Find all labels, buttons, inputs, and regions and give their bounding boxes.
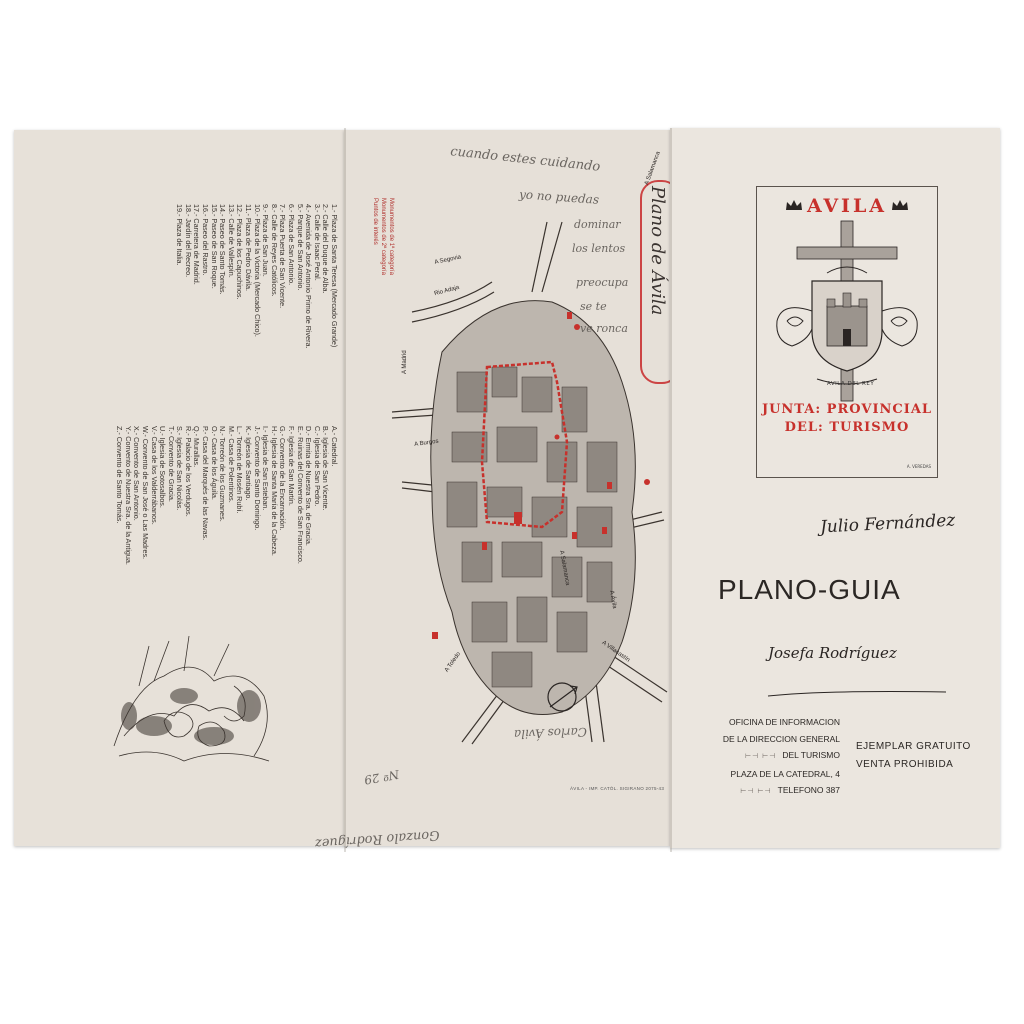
street-index-item: 10.- Plaza de la Victoria (Mercado Chico). [252,204,262,337]
artist-credit: A. VEREDAS [906,464,931,469]
handwritten-note: preocupa [576,276,629,289]
monument-index-item: Q.- Murallas. [192,426,202,468]
handwritten-note: dominar [574,218,621,231]
road-label: A Salamanca [558,550,571,586]
legend-item: Puntos de interés [372,198,378,245]
junta-title [757,401,937,437]
road-label: A Salamanca [644,150,662,187]
street-index-item: 7.- Plaza Puerta de San Vicente. [278,204,288,309]
monument-index-item: L.- Torreón de Mosén Rubí. [235,426,245,514]
handwritten-note: se te [580,300,607,313]
monument-index-item: P.- Casa del Marqués de las Navas. [201,426,211,541]
street-index-item: 2.- Calle del Duque de Alba. [321,204,331,294]
junta-line: JUNTA: PROVINCIAL [761,402,933,417]
handwritten-note: cuando estes cuidando [449,144,601,175]
road-label: A Toledo [444,651,463,674]
printer-imprint: ÁVILA - IMP. CATÓL. SIGIRANO 2075-43 [570,786,665,791]
plano-guia-title: PLANO-GUIA [718,574,901,605]
monument-index-item: D.- Ermita de Nuestra Sra. de Gracia. [304,426,314,546]
city-map [372,182,672,762]
monument-index-item: W.- Convento de San José o Las Madres. [140,426,150,560]
signature-top: Julio Fernández [819,510,956,538]
office-info [700,714,840,801]
office-line: OFICINA DE INFORMACION [729,717,840,727]
free-line: VENTA PROHIBIDA [856,759,954,770]
streets-list [175,204,338,349]
index-panel [14,130,346,846]
legend-item: Monumentos de 1ª categoría [388,198,394,275]
monument-index-item: U.- Iglesia de Sotosalbos. [158,426,168,508]
monument-index-item: N.- Torreón de los Guzmanes. [218,426,228,522]
street-index-item: 19.- Plaza de Italia. [175,204,185,266]
ornament-icon: ⊢⊣ ⊢⊣ [740,788,772,795]
monument-index-item: T.- Convento de Gracia. [166,426,176,502]
monument-index-item: O.- Casa de los Águila. [209,426,219,500]
monument-index-item: Y.- Convento de Nuestra Sra. de la Antigua. [123,426,133,565]
map-legend [374,198,396,348]
road-label: A Ávila [608,590,618,610]
cover-panel [670,128,1000,848]
free-copy-notice [856,738,971,774]
street-index-item: 13.- Calle de Vallespín. [226,204,236,278]
engraving-illustration [94,626,284,776]
office-line: TELEFONO 387 [777,785,840,795]
street-index-item: 15.- Paseo de San Roque. [209,204,219,289]
coat-motto: AVILA DEL REY [827,381,875,387]
street-index-item: 8.- Calle de Reyes Católicos. [269,204,279,297]
monument-index-item: A.- Catedral. [330,426,339,467]
monument-index-item: M.- Casa de Polentinos. [226,426,236,503]
legend-item: Monumentos de 2ª categoría [380,198,386,275]
street-index-item: 17.- Carretera de Madrid. [192,204,202,285]
handwritten-note: Nº 29 [363,767,401,787]
street-index [76,196,338,616]
tourist-brochure [8,128,1004,852]
monument-index-item: I.- Iglesia de San Esteban. [261,426,271,511]
street-index-item: 5.- Parque de San Antonio. [295,204,305,291]
monument-index-item: Z.- Convento de Santo Tomás. [115,426,125,524]
monuments-list [115,426,338,565]
office-line: DE LA DIRECCION GENERAL [722,733,840,744]
signature-bottom: Josefa Rodríguez [768,644,897,662]
street-index-item: 14.- Paseo de Santo Tomás. [218,204,228,295]
handwritten-note: yo no puedas [518,187,600,207]
street-index-item: 12.- Plaza de los Capuchinos. [235,204,245,300]
ornament-icon: ⊢⊣ ⊢⊣ [745,753,777,760]
coat-of-arms-icon [767,221,927,401]
signature-underline [766,688,948,698]
map-title: Plano de Ávila [647,186,668,316]
fold-line [670,128,672,852]
road-label: A Segovia [434,254,462,266]
road-label: A Madrid [402,350,408,374]
fold-line [344,128,346,852]
street-index-item: 11.- Plaza de Pedro Dávila. [244,204,254,291]
street-index-item: 9.- Plaza de San Juan. [261,204,271,277]
street-index-item: 6.- Plaza de San Antonio. [287,204,297,286]
cover-title: AVILA [806,195,888,217]
monument-index-item: J.- Convento de Santo Domingo. [252,426,262,531]
handwritten-note: ve ronca [580,322,628,335]
handwritten-note: Carlos Ávila [513,724,588,742]
street-index-item: 18.- Jardín del Recreo. [183,204,193,278]
monument-index-item: V.- Casa de los Valderrábanos. [149,426,159,525]
monument-index-item: R.- Palacio de los Verdugos. [183,426,193,517]
office-line: PLAZA DE LA CATEDRAL, 4 [730,768,840,779]
road-label: A Villacastín [600,640,631,664]
river-label: Rio Adaja [433,284,461,298]
monument-index-item: H.- Iglesia de Santa María de la Cabeza. [269,426,279,556]
monument-index-item: C.- Iglesia de San Pedro. [312,426,322,507]
street-index-item: 16.- Paseo del Rastro. [201,204,211,276]
free-line: EJEMPLAR GRATUITO [856,741,971,752]
street-index-item: 3.- Calle de Isaac Peral. [312,204,322,281]
handwritten-note: los lentos [572,242,626,255]
monument-index-item: E.- Ruinas del Convento de San Francisco. [295,426,305,564]
monument-index-item: B.- Iglesia de San Vicente. [321,426,331,511]
office-line: DEL TURISMO [782,750,840,760]
monument-index-item: X.- Convento de San Antonio. [132,426,142,521]
monument-index-item: K.- Iglesia de Santiago. [244,426,254,501]
junta-line: DEL: TURISMO [784,420,910,435]
street-index-item: 4.- Avenida de José Antonio Primo de Rivera. [304,204,314,349]
street-index-item: 1.- Plaza de Santa Teresa (Mercado Grande) [330,204,339,348]
monument-index-item: G.- Convento de la Encarnación. [278,426,288,531]
cover-frame [756,186,938,478]
monument-index-item: S.- Iglesia de San Nicolás. [175,426,185,511]
road-label: A Burgos [414,438,439,448]
handwritten-note: Gonzalo Rodríguez [314,827,440,851]
monument-index-item: F.- Iglesia de San Martín. [287,426,297,506]
